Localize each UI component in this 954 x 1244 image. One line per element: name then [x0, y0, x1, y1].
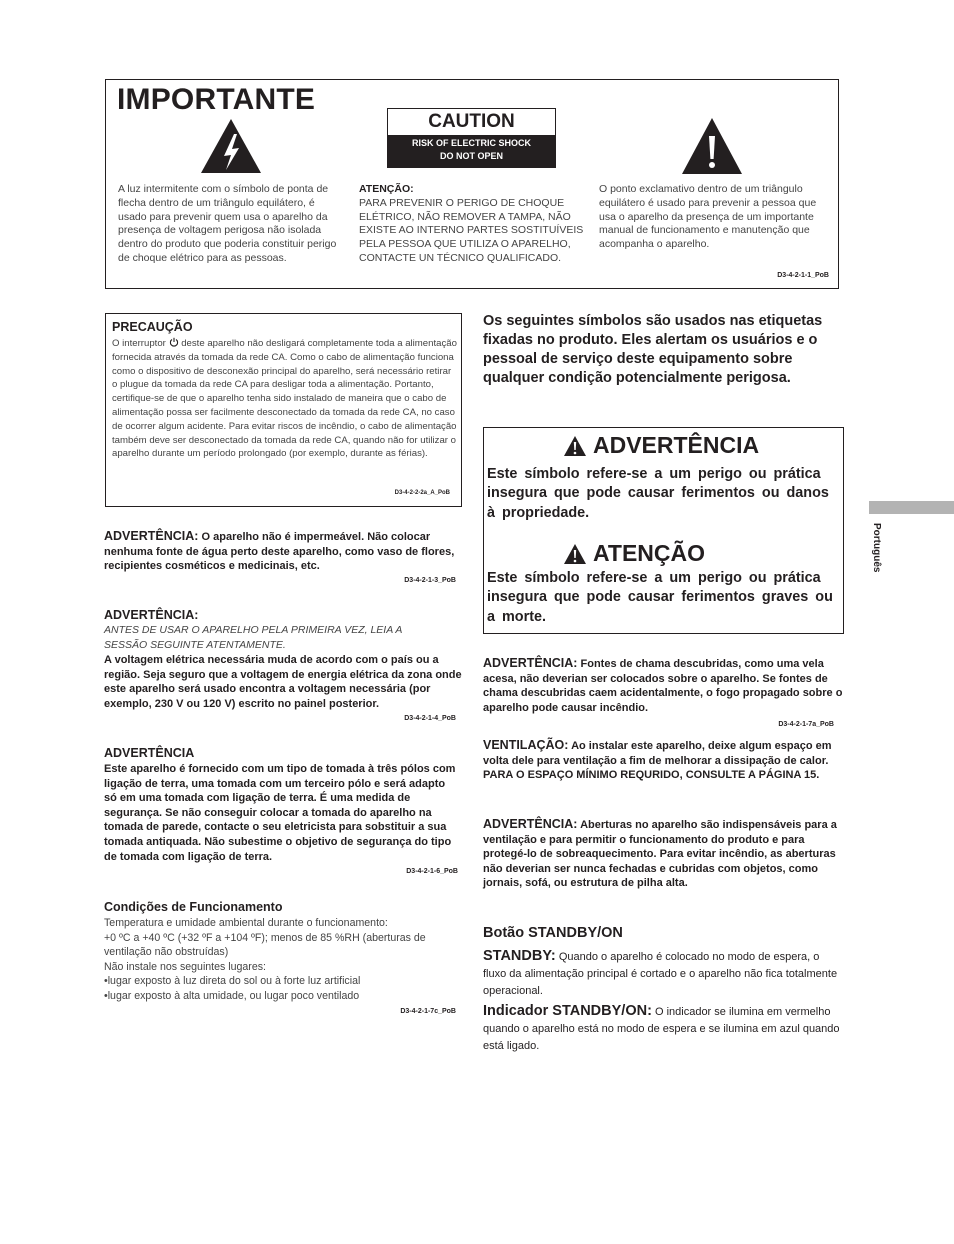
exclamation-warning-icon — [680, 116, 744, 176]
language-tab-bar — [869, 501, 954, 514]
warning-triangle-icon — [563, 435, 587, 457]
standby-description: STANDBY: Quando o aparelho é colocado no modo de espera, o fluxo da alimentação principal é cortado e o aparelho não fica totalmente operacional. — [483, 948, 838, 997]
caution-label — [387, 108, 556, 168]
advertencia-tomada: Este aparelho é fornecido com um tipo de tomada à três pólos com ligação de terra, uma tomada com um terceiro pólo e será adapto só em uma tomada com ligação de terra. É uma medida de segurança. Se não conseguir colocar a tomada do aparelho na tomada de parede, contacte o seu eletricista para sobstituir a sua tomada antiquada. Não subestime o objetivo de segurança do tipo de tomada com ligação de terra. — [104, 763, 456, 863]
advertencia-label: ADVERTÊNCIA: — [104, 608, 199, 622]
caution-title: CAUTION — [388, 109, 555, 135]
code-label: D3-4-2-1-6_PoB — [406, 868, 458, 875]
atencao-symbol-description: Este símbolo refere-se a um perigo ou prática insegura que pode causar ferimentos graves ou a morte. — [487, 570, 833, 625]
advertencia-heading: ADVERTÊNCIA — [563, 432, 759, 459]
standby-title: Botão STANDBY/ON — [483, 925, 623, 941]
code-label: D3-4-2-1-7a_PoB — [778, 721, 834, 728]
ventilacao-label: VENTILAÇÃO: — [483, 738, 569, 752]
code-label: D3-4-2-2-2a_A_PoB — [394, 490, 450, 496]
indicator-description: Indicador STANDBY/ON: O indicador se ilumina em vermelho quando o aparelho está no modo de espera e se ilumina em azul quando está ligado. — [483, 1003, 840, 1052]
power-icon — [169, 337, 179, 347]
advertencia-label: ADVERTÊNCIA: — [483, 656, 578, 670]
advertencia-aberturas: ADVERTÊNCIA: Aberturas no aparelho são indispensáveis para a ventilação e para permitir o funcionamento do produto e para protegé-lo de sobreaquecimento. Para evitar incêndio, as aberturas não deverian ser nunca fechadas e cubridas com objetos, como jornais, sofá, ou estrutura de pilha alta. — [483, 817, 837, 890]
importante-title: IMPORTANTE — [117, 83, 316, 116]
advertencia-label: ADVERTÊNCIA: — [104, 529, 199, 543]
ventilacao: VENTILAÇÃO: Ao instalar este aparelho, deixe algum espaço em volta dele para ventilação a fim de melhorar a dissipação de calor. PARA O ESPAÇO MÍNIMO REQURIDO, CONSULTE A PÁGINA 15. — [483, 738, 832, 782]
language-tab-label: Português — [871, 523, 882, 573]
warning-triangle-icon — [563, 543, 587, 565]
precaucao-text: O interruptor deste aparelho não desligará completamente toda a alimentação fornecida através da tomada da rede CA. Como o cabo de alimentação funciona como o dispositivo de desconexão principal do aparelho, será necessário retirar o plugue da tomada da rede CA para desligar toda a alimentação. Portanto, certifique-se de que o aparelho tenha sido instalado de maneira que o cabo de alimentação possa ser facilmente desconectado da tomada da rede CA, no caso de ocorrer algum acidente. Para evitar riscos de incêndio, o cabo de alimentação também deve ser desconectado da tomada da rede CA, quando não for utilizar o aparelho durante um período prolongado (por exemplo, durante as férias). — [112, 338, 457, 460]
indicator-label: Indicador STANDBY/ON: — [483, 1003, 652, 1019]
code-label: D3-4-2-1-7c_PoB — [400, 1008, 456, 1015]
lightning-warning-icon — [199, 117, 263, 175]
caution-subtext: RISK OF ELECTRIC SHOCK DO NOT OPEN — [388, 135, 555, 167]
advertencia-voltagem: A voltagem elétrica necessária muda de acordo com o país ou a região. Seja seguro que a voltagem de energia elétrica da zona onde este aparelho será usado encontra a voltagem necessária (por exemplo, 230 V ou 120 V) escrito no painel posterior. — [104, 654, 462, 710]
advertencia-chama: ADVERTÊNCIA: Fontes de chama descubridas, como uma vela acesa, não deverian ser colocados sobre o aparelho. Se fontes de chama descubridas caem acidentalmente, o fogo propagado sobre o aparelho pode causar incêndio. — [483, 656, 843, 714]
lightning-description: A luz intermitente com o símbolo de ponta de flecha dentro de um triângulo equilátero, é usado para prevenir quem usa o aparelho da presença de voltagem perigosa não isolada dentro do produto que poderia constituir perigo de choque elétrico para as pessoas. — [118, 183, 337, 264]
exclamation-description: O ponto exclamativo dentro de um triângulo equilátero é usado para prevenir a pessoa que usa o aparelho da presença de um importante manual de funcionamento e manutenção que acompanha o aparelho. — [599, 183, 817, 251]
atencao-heading: ATENÇÃO: — [359, 183, 414, 195]
atencao-heading: ATENÇÃO — [563, 540, 705, 567]
code-label: D3-4-2-1-4_PoB — [404, 715, 456, 722]
advertencia-label: ADVERTÊNCIA: — [483, 817, 578, 831]
condicoes-title: Condições de Funcionamento — [104, 900, 283, 914]
atencao-description — [359, 183, 587, 266]
advertencia-description: Este símbolo refere-se a um perigo ou prática insegura que pode causar ferimentos ou danos à propriedade. — [487, 466, 829, 521]
advertencia-agua: ADVERTÊNCIA: O aparelho não é impermeável. Não colocar nenhuma fonte de água perto deste aparelho, como vaso de flores, recipientes cosméticos e medicinais, etc. — [104, 529, 455, 573]
code-label: D3-4-2-1-1_PoB — [777, 272, 829, 279]
code-label: D3-4-2-1-3_PoB — [404, 577, 456, 584]
condicoes-text: Temperatura e umidade ambiental durante o funcionamento: +0 ºC a +40 ºC (+32 ºF a +104 ºF); menos de 85 %RH (aberturas de ventilação não obstruídas) Não instale nos seguintes lugares: •lugar exposto à luz direta do sol ou à forte luz artificial •lugar exposto à alta umidade, ou lugar poco ventilado — [104, 917, 426, 1002]
advertencia-label: ADVERTÊNCIA — [104, 746, 195, 760]
standby-label: STANDBY: — [483, 948, 556, 964]
atencao-text: PARA PREVENIR O PERIGO DE CHOQUE ELÉTRICO, NÃO REMOVER A TAMPA, NÃO EXISTE AO INTERNO PARTES SOSTITUÍVEIS PELA PESSOA QUE UTILIZA O APARELHO, CONTACTE UN TÉCNICO QUALIFICADO. — [359, 196, 584, 264]
advertencia-italic: ANTES DE USAR O APARELHO PELA PRIMEIRA VEZ, LEIA A SESSÃO SEGUINTE ATENTAMENTE. — [104, 624, 402, 651]
precaucao-title: PRECAUÇÃO — [112, 320, 193, 334]
symbols-intro: Os seguintes símbolos são usados nas etiquetas fixadas no produto. Eles alertam os usuários e o pessoal de serviço deste equipamento sobre qualquer condição potencialmente perigosa. — [483, 313, 823, 386]
